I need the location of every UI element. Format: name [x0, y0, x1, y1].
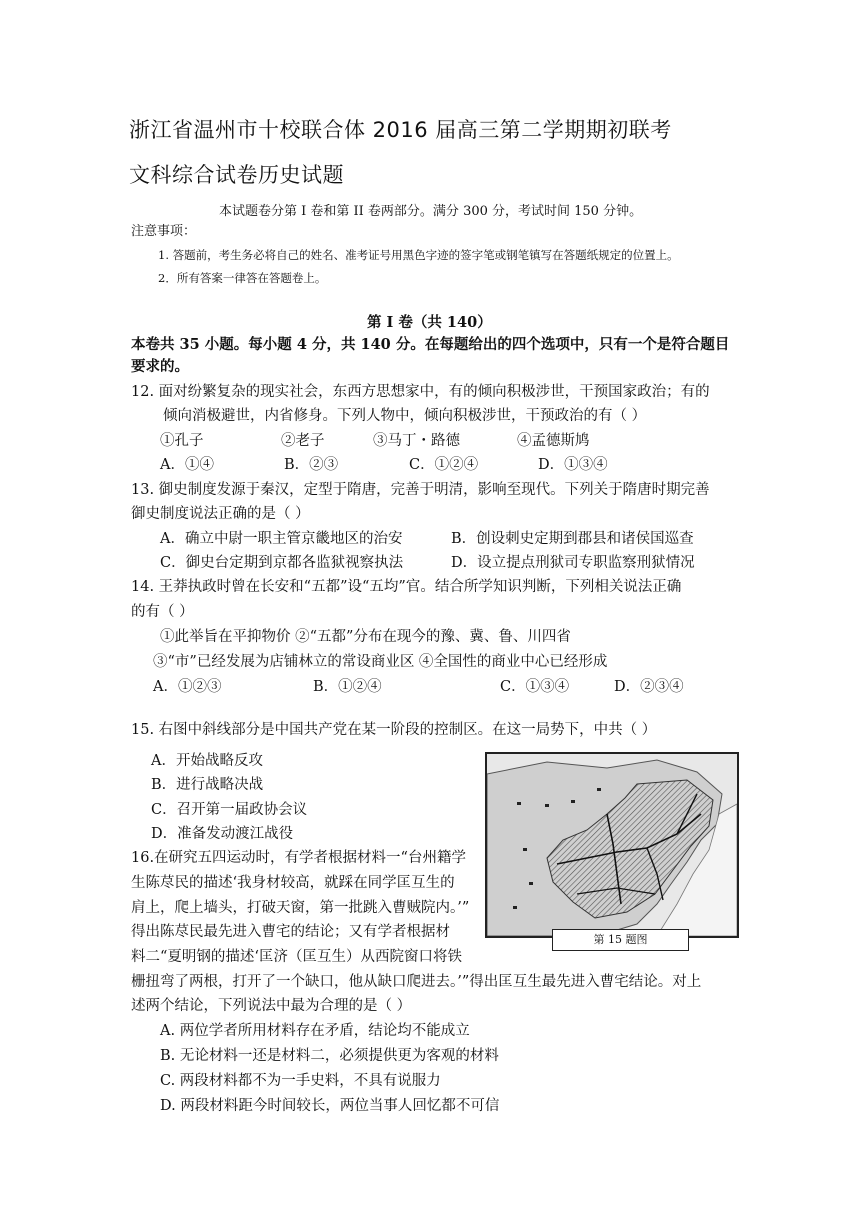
q12-option-b: B．②③ [284, 457, 339, 473]
q15-option-b: B．进行战略决战 [151, 777, 264, 793]
q12-option-a: A．①④ [160, 457, 214, 473]
q13-option-d: D．设立提点刑狱司专职监察刑狱情况 [451, 555, 695, 571]
exam-intro: 本试题卷分第 I 卷和第 II 卷两部分。满分 300 分，考试时间 150 分钟。 [219, 204, 643, 219]
q16-stem-7: 述两个结论，下列说法中最为合理的是（ ） [131, 998, 412, 1014]
q13-stem-2: 御史制度说法正确的是（ ） [131, 506, 310, 522]
notice-label: 注意事项： [131, 224, 197, 239]
q14-option-b: B．①②④ [313, 679, 382, 695]
q12-stem-1: 12. 面对纷繁复杂的现实社会，东西方思想家中，有的倾向积极涉世，干预国家政治；有的 [131, 384, 710, 400]
page-title: 浙江省温州市十校联合体 2016 届高三第二学期期初联考 [129, 118, 672, 142]
q14-stem-2: 的有（ ） [131, 604, 194, 620]
q16-option-a: A. 两位学者所用材料存在矛盾，结论均不能成立 [160, 1023, 470, 1039]
q15-map-caption: 第 15 题图 [552, 929, 689, 951]
q16-option-b: B. 无论材料一还是材料二，必须提供更为客观的材料 [160, 1048, 499, 1064]
q16-stem-4: 得出陈荩民最先进入曹宅的结论；又有学者根据材 [131, 924, 450, 940]
china-map-illustration [487, 754, 737, 936]
q15-option-c: C．召开第一届政协会议 [151, 802, 308, 818]
notice-item-2: 2．所有答案一律答在答题卷上。 [158, 271, 327, 285]
section-instruction-1: 本卷共 35 小题。每小题 4 分，共 140 分。在每题给出的四个选项中，只有一个是符合题目 [131, 336, 730, 353]
q13-stem-1: 13. 御史制度发源于秦汉，定型于隋唐，完善于明清，影响至现代。下列关于隋唐时期完善 [131, 482, 710, 498]
q15-stem: 15. 右图中斜线部分是中国共产党在某一阶段的控制区。在这一局势下，中共（ ） [131, 722, 657, 738]
q14-stem-1: 14. 王莽执政时曾在长安和“五都”设“五均”官。结合所学知识判断，下列相关说法正确 [131, 579, 682, 595]
section-title: 第 I 卷（共 140） [367, 314, 492, 331]
q12-item-3: ③马丁・路德 [373, 433, 460, 449]
q16-option-c: C. 两段材料都不为一手史料，不具有说服力 [160, 1073, 441, 1089]
section-instruction-2: 要求的。 [131, 358, 189, 375]
q14-option-a: A．①②③ [153, 679, 222, 695]
q14-option-c: C．①③④ [500, 679, 570, 695]
q12-item-1: ①孔子 [160, 433, 204, 449]
q14-option-d: D．②③④ [614, 679, 684, 695]
q12-option-d: D．①③④ [538, 457, 608, 473]
q16-stem-2: 生陈荩民的描述‘我身材较高，就踩在同学匡互生的 [131, 875, 455, 891]
q12-option-c: C．①②④ [409, 457, 479, 473]
q14-statement-2: ③“市”已经发展为店铺林立的常设商业区 ④全国性的商业中心已经形成 [153, 654, 608, 670]
q16-option-d: D. 两段材料距今时间较长，两位当事人回忆都不可信 [160, 1098, 500, 1114]
q15-option-a: A．开始战略反攻 [151, 753, 263, 769]
q13-option-c: C．御史台定期到京都各监狱视察执法 [160, 555, 404, 571]
q13-option-b: B．创设刺史定期到郡县和诸侯国巡查 [451, 531, 694, 547]
q15-option-d: D．准备发动渡江战役 [151, 826, 294, 842]
q12-item-2: ②老子 [281, 433, 325, 449]
q12-stem-2: 倾向消极避世，内省修身。下列人物中，倾向积极涉世，干预政治的有（ ） [163, 408, 647, 424]
page-subtitle: 文科综合试卷历史试题 [129, 163, 344, 187]
q16-stem-3: 肩上，爬上墙头，打破天窗，第一批跳入曹贼院内。’” [131, 900, 470, 916]
q16-stem-6: 栅扭弯了两根，打开了一个缺口，他从缺口爬进去。’”得出匡互生最先进入曹宅结论。对上 [131, 974, 702, 990]
notice-item-1: 1. 答题前，考生务必将自己的姓名、准考证号用黑色字迹的签字笔或钢笔镇写在答题纸规定的位置上。 [158, 248, 679, 262]
q12-item-4: ④孟德斯鸠 [517, 433, 590, 449]
q16-stem-1: 16.在研究五四运动时，有学者根据材料一“台州籍学 [131, 850, 466, 866]
q13-option-a: A．确立中尉一职主管京畿地区的治安 [160, 531, 403, 547]
q16-stem-5: 料二“夏明钢的描述‘匡济（匡互生）从西院窗口将铁 [131, 949, 463, 965]
q15-map-figure [485, 752, 739, 938]
q14-statement-1: ①此举旨在平抑物价 ②“五都”分布在现今的豫、冀、鲁、川四省 [160, 629, 571, 645]
